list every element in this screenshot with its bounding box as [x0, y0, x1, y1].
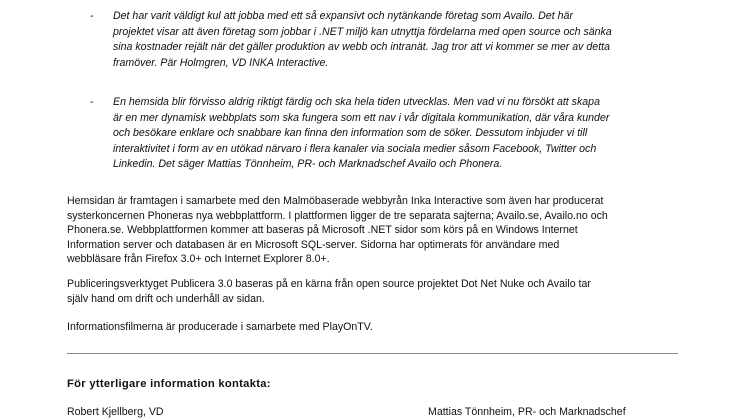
quote-1-line: Det har varit väldigt kul att jobba med ett så expansivt och nytänkande företag som Availo. Det här: [113, 10, 573, 22]
paragraph-line: Phonera.se. Webbplattformen kommer att baseras på Microsoft .NET sidor som körs på en Windows Internet: [67, 224, 578, 237]
paragraph-line: systerkoncernen Phoneras nya webbplattform. I plattformen ligger de tre separata sajterna; Availo.se, Availo.no och: [67, 209, 608, 222]
paragraph-films: [67, 320, 687, 335]
paragraph-line: Informationsfilmerna är producerade i samarbete med PlayOnTV.: [67, 321, 373, 333]
contact-person-pr: Mattias Tönnheim, PR- och Marknadschef: [428, 406, 626, 418]
quote-bullet-1: -: [90, 10, 94, 22]
paragraph-line: Information server och databasen är en Microsoft SQL-server. Sidorna har optimerats för användare med: [67, 238, 560, 251]
quote-2-line: och besökare enklare och snabbare kan finna den information som de söker. Dessutom inbjuder vi till: [113, 127, 588, 140]
paragraph-line: själv hand om drift och underhåll av sidan.: [67, 292, 265, 305]
quote-text-2: [113, 95, 673, 173]
quote-1-line: projektet visar att även företag som jobbar i .NET miljö kan utnyttja fördelarna med open source och sänka: [113, 25, 612, 38]
quote-1-line: sina kostnader rejält när det gäller produktion av webb och intranät. Jag tror att vi kommer se mer av detta: [113, 41, 610, 54]
quote-2-line: interaktivitet i form av en utökad närvaro i flera kanaler via sociala medier såsom Facebook, Twitter och: [113, 142, 597, 155]
paragraph-line: Hemsidan är framtagen i samarbete med den Malmöbaserade webbyrån Inka Interactive som även har producerat: [67, 195, 604, 207]
contact-heading: För ytterligare information kontakta:: [67, 378, 271, 390]
quote-2-line: Linkedin. Det säger Mattias Tönnheim, PR- och Marknadschef Availo och Phonera.: [113, 158, 503, 171]
paragraph-line: webbläsare från Firefox 3.0+ och Internet Explorer 8.0+.: [67, 253, 330, 266]
quote-2-line: En hemsida blir förvisso aldrig riktigt färdig och ska hela tiden utvecklas. Men vad vi nu försökt att skapa: [113, 96, 600, 108]
quote-text-1: [113, 9, 673, 71]
quote-2-line: är en mer dynamisk webbplats som ska fungera som ett nav i vår digitala kommunikation, där våra kunder: [113, 111, 610, 124]
quote-bullet-2: -: [90, 96, 94, 108]
paragraph-platform: [67, 194, 687, 267]
paragraph-publishing-tool: [67, 277, 687, 306]
section-divider: [67, 353, 678, 354]
paragraph-line: Publiceringsverktyget Publicera 3.0 baseras på en kärna från open source projektet Dot Net Nuke och Availo tar: [67, 278, 591, 290]
contact-person-ceo: Robert Kjellberg, VD: [67, 406, 164, 418]
quote-1-line: framöver. Pär Holmgren, VD INKA Interactive.: [113, 56, 329, 69]
